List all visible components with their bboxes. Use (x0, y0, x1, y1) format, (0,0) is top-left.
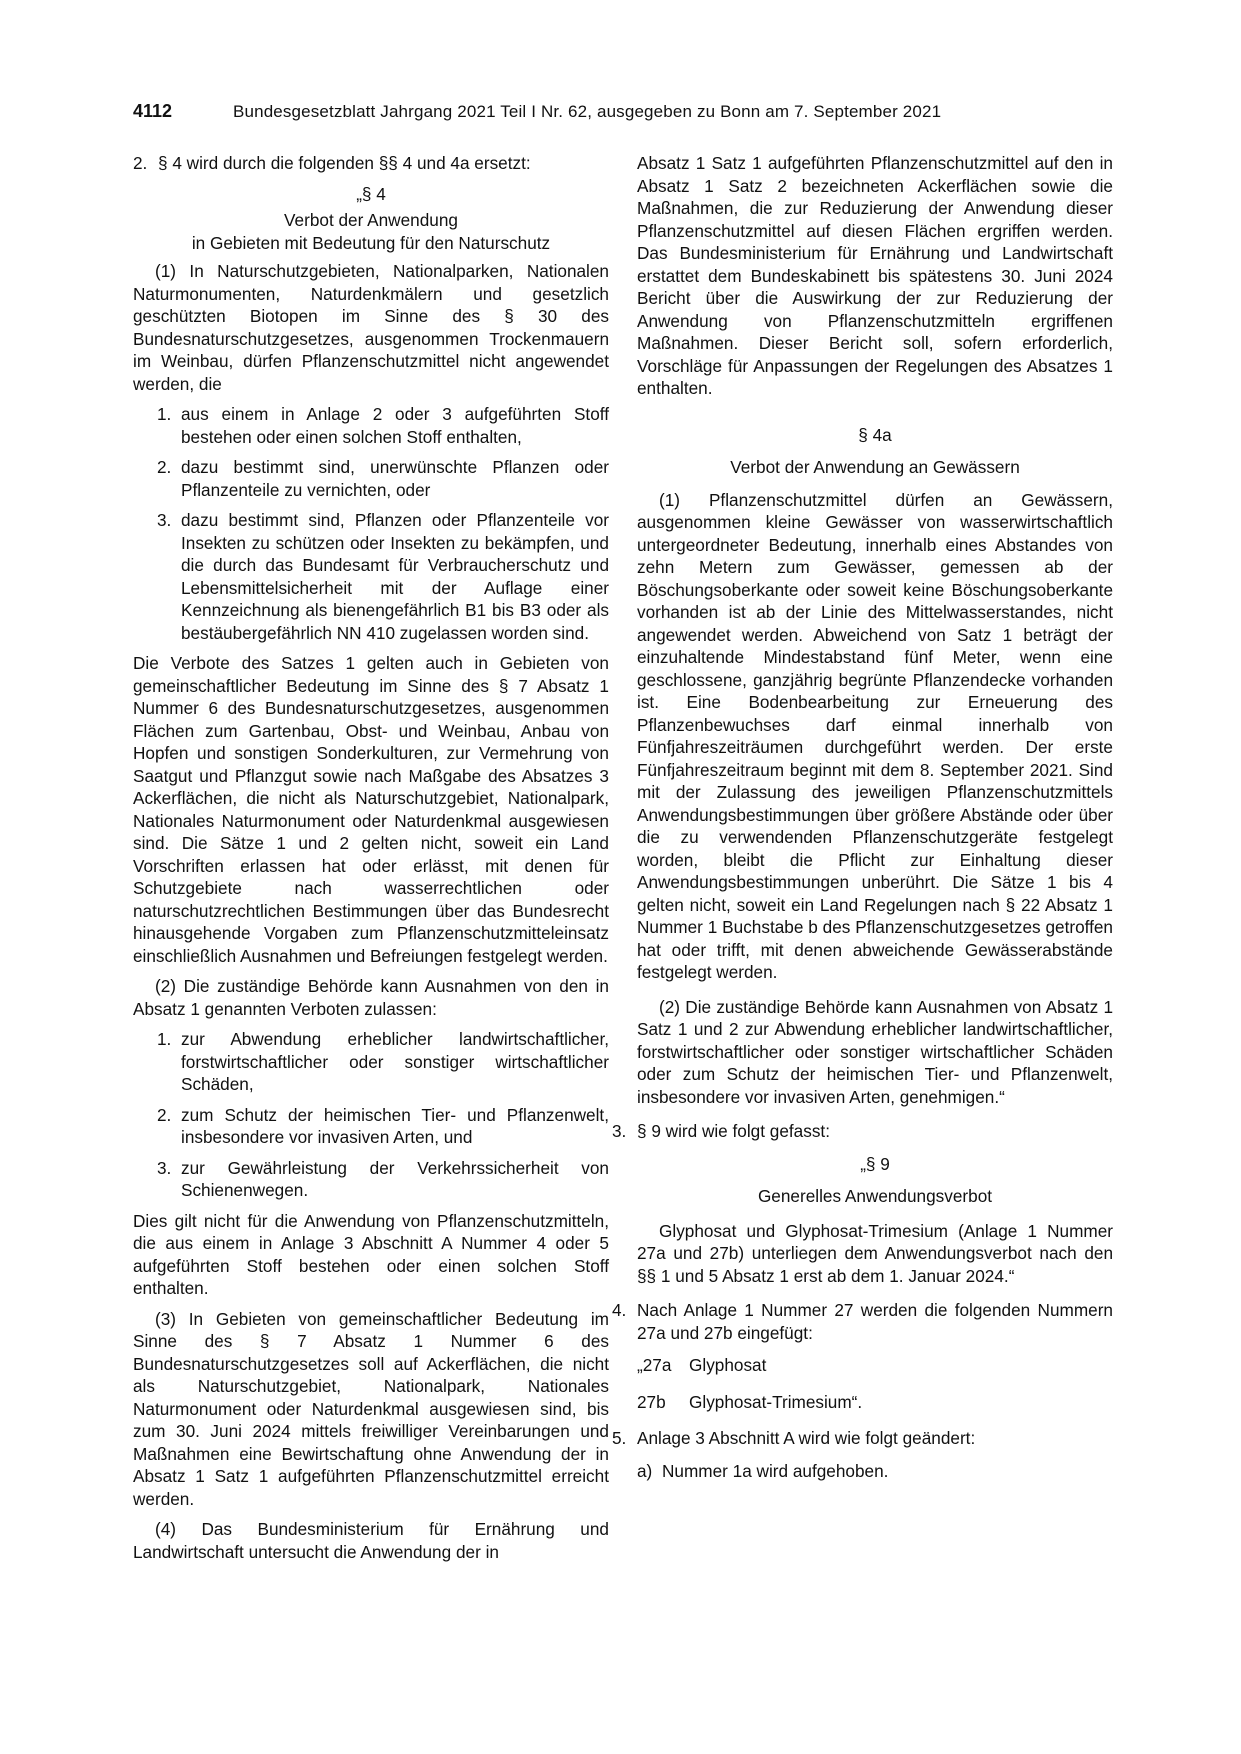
list-item (157, 1028, 609, 1096)
item-number: 2. (133, 153, 148, 173)
item-number: a) (637, 1460, 653, 1481)
section-9-title: „§ 9 (860, 1153, 890, 1174)
amendment-item-5 (612, 1427, 1113, 1450)
section-4a-title: § 4a (858, 424, 892, 445)
section-4-paragraph-1-continuation: Die Verbote des Satzes 1 gelten auch in Gebieten von gemeinschaftlicher Bedeutung im Sinne des § 7 Absatz 1 Nummer 6 des Bundesnaturschutzgesetzes, ausgenommen Flächen zum Gartenbau, Obst- und Weinbau, Anbau von Hopfen und sonstigen Sonderkulturen, zur Vermehrung von Saatgut und Pflanzgut sowie nach Maßgabe des Absatzes 3 Ackerflächen, die nicht als Naturschutzgebiet, Nationalpark, Nationales Naturmonument oder Naturdenkmal ausgewiesen sind. Die Sätze 1 und 2 gelten nicht, soweit ein Land Vorschriften erlassen hat oder erlässt, mit denen für Schutzgebiete nach wasserrechtlichen oder naturschutzrechtlichen Bestimmungen über das Bundesrecht hinausgehende Vorgaben zum Pflanzenschutzmitteleinsatz einschließlich Ausnahmen und Befreiungen festgelegt werden. (133, 653, 609, 966)
item-text: § 4 wird durch die folgenden §§ 4 und 4a ersetzt: (158, 153, 531, 173)
section-4-heading-line2: in Gebieten mit Bedeutung für den Naturschutz (191, 232, 551, 253)
list-item-text: zum Schutz der heimischen Tier- und Pflanzenwelt, insbesondere vor invasiven Arten, und (181, 1104, 609, 1147)
section-4-paragraph-2-list (157, 1028, 609, 1202)
page-number: 4112 (133, 101, 173, 121)
list-item (637, 1354, 1113, 1377)
list-item-number: „27a (637, 1355, 672, 1375)
list-item-number: 1. (157, 1029, 172, 1049)
list-item-number: 2. (157, 457, 172, 477)
item-number: 4. (612, 1300, 627, 1320)
section-4-paragraph-2: (2) Die zuständige Behörde kann Ausnahmen von den in Absatz 1 genannten Verboten zulassen: (133, 976, 609, 1019)
section-4a-paragraph-1: (1) Pflanzenschutzmittel dürfen an Gewässern, ausgenommen kleine Gewässer von wasserwirtschaftlich untergeordneter Bedeutung, innerhalb eines Abstandes von zehn Metern zum Gewässer, gemessen ab der Böschungsoberkante oder soweit keine Böschungsoberkante vorhanden ist ab der Linie des Mittelwasserstandes, nicht angewendet werden. Abweichend von Satz 1 beträgt der einzuhaltende Mindestabstand fünf Meter, wenn eine geschlossene, ganzjährig begrünte Pflanzendecke vorhanden ist. Eine Bodenbearbeitung zur Erneuerung des Pflanzenbewuchses darf einmal innerhalb von Fünfjahreszeiträumen durchgeführt werden. Der erste Fünfjahreszeitraum beginnt mit dem 8. September 2021. Sind mit der Zulassung des jeweiligen Pflanzenschutzmittels Anwendungsbestimmungen über größere Abstände oder über die zu verwendenden Pflanzenschutzgeräte festgelegt worden, bleibt die Pflicht zur Einhaltung dieser Anwendungsbestimmungen unberührt. Die Sätze 1 bis 4 gelten nicht, soweit ein Land Regelungen nach § 22 Absatz 1 Nummer 1 Buchstabe b des Pflanzenschutzgesetzes getroffen hat oder trifft, mit denen abweichende Gewässerabstände festgelegt werden. (637, 489, 1113, 982)
amendment-item-5a (637, 1460, 1113, 1483)
right-column (612, 152, 1113, 1490)
list-item-number: 27b (637, 1391, 666, 1412)
section-4-heading-line1: Verbot der Anwendung (284, 210, 458, 230)
section-4-paragraph-3: (3) In Gebieten von gemeinschaftlicher Bedeutung im Sinne des § 7 Absatz 1 Nummer 6 des Bundesnaturschutzgesetzes soll auf Ackerflächen, die nicht als Naturschutzgebiet, Nationalpark, Nationales Naturmonument oder Naturdenkmal ausgewiesen sind, bis zum 30. Juni 2024 mittels freiwilliger Vereinbarungen und Maßnahmen eine Bewirtschaftung ohne Anwendung der in Absatz 1 Satz 1 aufgeführten Pflanzenschutzmittel erreicht werden. (133, 1308, 609, 1509)
list-item (157, 456, 609, 501)
amendment-item-2 (133, 152, 609, 175)
item-number: 5. (612, 1428, 627, 1448)
item-text: Nummer 1a wird aufgehoben. (662, 1460, 889, 1481)
item-text: Anlage 3 Abschnitt A wird wie folgt geändert: (637, 1428, 976, 1448)
section-4-paragraph-1: (1) In Naturschutzgebieten, Nationalparken, Nationalen Naturmonumenten, Naturdenkmälern und gesetzlich geschützten Biotopen im Sinne des § 30 des Bundesnaturschutzgesetzes, ausgenommen Trockenmauern im Weinbau, dürfen Pflanzenschutzmittel nicht angewendet werden, die (133, 261, 609, 394)
list-item-text: zur Gewährleistung der Verkehrssicherheit von Schienenwegen. (181, 1157, 609, 1200)
amendment-item-3 (612, 1120, 1113, 1143)
list-item-text: aus einem in Anlage 2 oder 3 aufgeführten Stoff bestehen oder einen solchen Stoff enthalten, (181, 404, 609, 447)
list-item-text: dazu bestimmt sind, Pflanzen oder Pflanzenteile vor Insekten zu schützen oder Insekten zu bekämpfen, und die durch das Bundesamt für Verbraucherschutz und Lebensmittelsicherheit mit der Auflage einer Kennzeichnung als bienengefährlich B1 bis B3 oder als bestäubergefährlich NN 410 zugelassen worden sind. (181, 510, 609, 643)
section-4-paragraph-1-list (157, 403, 609, 644)
amendment-item-4 (612, 1299, 1113, 1344)
list-item-number: 2. (157, 1104, 172, 1125)
list-item (157, 1104, 609, 1149)
item-text: Nach Anlage 1 Nummer 27 werden die folgenden Nummern 27a und 27b eingefügt: (637, 1300, 1113, 1343)
section-4-paragraph-4-continuation: Absatz 1 Satz 1 aufgeführten Pflanzenschutzmittel auf den in Absatz 1 Satz 2 bezeichneten Ackerflächen sowie die Maßnahmen, die zur Reduzierung der Anwendung dieser Pflanzenschutzmittel auf diesen Flächen ergriffen werden. Das Bundesministerium für Ernährung und Landwirtschaft erstattet dem Bundeskabinett bis spätestens 30. Juni 2024 Bericht über die Auswirkung der zur Reduzierung der Anwendung von Pflanzenschutzmitteln ergriffenen Maßnahmen. Dieser Bericht soll, sofern erforderlich, Vorschläge für Anpassungen der Regelungen des Absatzes 1 enthalten. (637, 153, 1113, 398)
list-item-text: zur Abwendung erheblicher landwirtschaftlicher, forstwirtschaftlicher oder sonstiger wirtschaftlicher Schäden, (181, 1029, 609, 1094)
item-4-entries (637, 1354, 1113, 1413)
list-item-number: 3. (157, 1157, 172, 1178)
section-9-heading: Generelles Anwendungsverbot (757, 1186, 993, 1206)
item-number: 3. (612, 1121, 627, 1141)
section-4a-heading: Verbot der Anwendung an Gewässern (730, 457, 1020, 477)
list-item (637, 1391, 1113, 1414)
section-4-paragraph-2-continuation: Dies gilt nicht für die Anwendung von Pflanzenschutzmitteln, die aus einem in Anlage 3 Abschnitt A Nummer 4 oder 5 aufgeführten Stoff bestehen oder einen solchen Stoff enthalten. (133, 1210, 609, 1298)
list-item-text: Glyphosat-Trimesium“. (689, 1391, 863, 1412)
list-item-number: 3. (157, 510, 172, 530)
left-column (133, 152, 609, 1571)
page-header (133, 101, 1113, 122)
section-4-title: „§ 4 (356, 183, 386, 204)
list-item (157, 509, 609, 644)
spacer (637, 408, 1113, 424)
list-item-number: 1. (157, 404, 172, 424)
section-4a-paragraph-2: (2) Die zuständige Behörde kann Ausnahmen von Absatz 1 Satz 1 und 2 zur Abwendung erheblicher landwirtschaftlicher, forstwirtschaftlicher oder sonstiger wirtschaftlicher Schäden oder zum Schutz der heimischen Tier- und Pflanzenwelt, insbesondere vor invasiven Arten, genehmigen.“ (637, 996, 1113, 1107)
list-item (157, 403, 609, 448)
list-item (157, 1157, 609, 1202)
list-item-text: Glyphosat (689, 1355, 767, 1375)
list-item-text: dazu bestimmt sind, unerwünschte Pflanzen oder Pflanzenteile zu vernichten, oder (181, 457, 609, 500)
section-4-paragraph-4: (4) Das Bundesministerium für Ernährung und Landwirtschaft untersucht die Anwendung der in (133, 1519, 609, 1562)
gazette-title: Bundesgesetzblatt Jahrgang 2021 Teil I Nr. 62, ausgegeben zu Bonn am 7. September 2021 (233, 102, 942, 121)
section-9-text: Glyphosat und Glyphosat-Trimesium (Anlage 1 Nummer 27a und 27b) unterliegen dem Anwendungsverbot nach den §§ 1 und 5 Absatz 1 erst ab dem 1. Januar 2024.“ (637, 1220, 1113, 1286)
item-text: § 9 wird wie folgt gefasst: (637, 1121, 830, 1141)
